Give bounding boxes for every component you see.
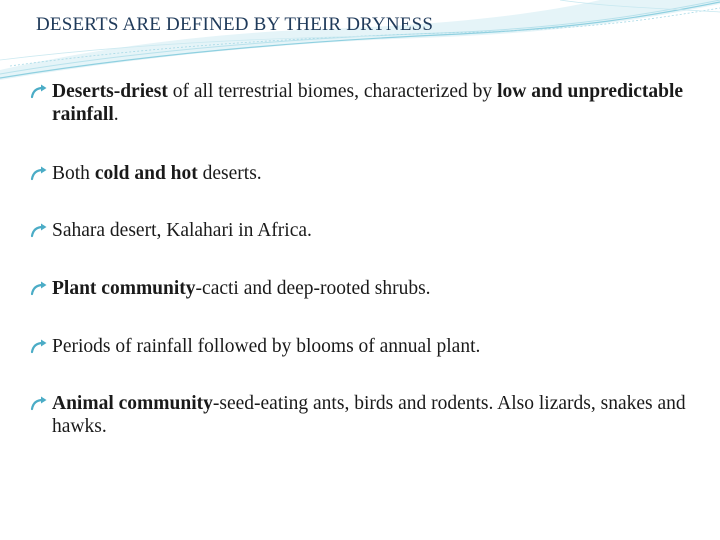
bullet-text-run: . [113,104,119,125]
curved-arrow-bullet-icon [30,80,52,103]
curved-arrow-bullet-icon [30,162,52,185]
bullet-item [30,80,690,126]
bullet-text [30,392,690,438]
bullet-item [30,277,690,300]
bullet-text-run: deserts. [197,163,262,184]
bullet-text-run: Sahara desert, Kalahari in Africa. [52,220,312,241]
bullet-text-bold-run: low and unpredictable rainfall [52,81,684,125]
curved-arrow-bullet-icon [30,219,52,242]
bullet-text-run: Periods of rainfall followed by blooms of annual plant. [52,336,481,357]
bullet-text-run: -cacti and deep-rooted shrubs. [195,278,431,299]
bullet-text [30,162,690,185]
bullet-item [30,335,690,358]
bullet-item [30,392,690,438]
bullet-text-bold-run: Deserts-driest [52,81,168,102]
bullet-item [30,162,690,185]
curved-arrow-bullet-icon [30,277,52,300]
bullet-text-run: Both [52,163,95,184]
bullet-text-bold-run: Plant community [52,278,196,299]
curved-arrow-bullet-icon [30,392,52,415]
bullet-item [30,219,690,242]
bullet-text [30,335,690,358]
bullet-text-run: of all terrestrial biomes, characterized by [167,81,498,102]
bullet-text [30,80,690,126]
slide-title: DESERTS ARE DEFINED BY THEIR DRYNESS [36,14,434,35]
bullet-text-bold-run: cold and hot [94,163,198,184]
bullet-text-run: -seed-eating ants, birds and rodents. Also lizards, snakes and hawks. [52,393,686,437]
bullet-text [30,277,690,300]
bullet-text [30,219,690,242]
bullet-text-bold-run: Animal community [52,393,213,414]
curved-arrow-bullet-icon [30,335,52,358]
